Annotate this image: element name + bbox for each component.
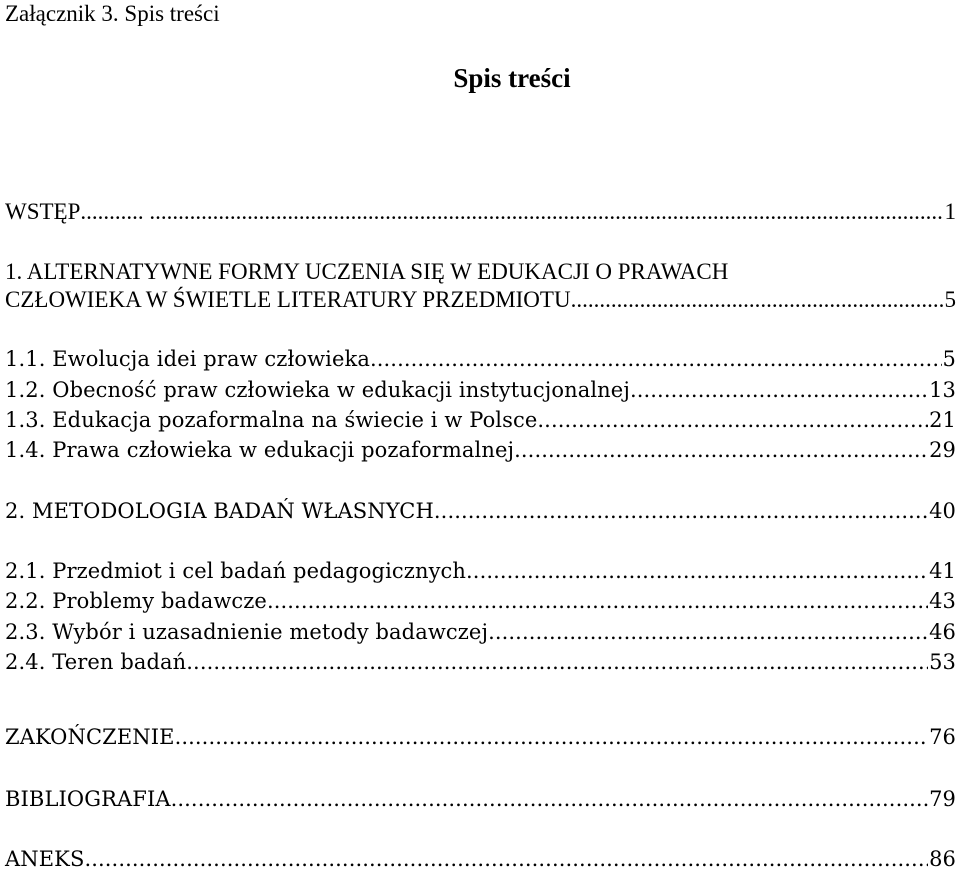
toc-entry-label: ANEKS [5,847,85,871]
toc-entry-label: 2.1. Przedmiot i cel badań pedagogicznych [5,559,467,583]
toc-entry-page: 79 [929,787,956,811]
toc-entry-dots-prefix: ........... [80,199,150,224]
toc-entry-2-2[interactable] [5,588,956,615]
toc-entry-page: 53 [929,650,956,674]
toc-leader-dots [514,437,928,464]
toc-entry-label: 1.3. Edukacja pozaformalna na świecie i w Polsce [5,408,538,432]
toc-chapter-1-line-1[interactable]: 1. ALTERNATYWNE FORMY UCZENIA SIĘ W EDUKACJI O PRAWACH [5,259,729,284]
toc-entry-page: 86 [929,847,956,871]
toc-entry-label: 1.2. Obecność praw człowieka w edukacji instytucjonalnej [5,378,630,402]
toc-leader-dots [537,407,928,434]
toc-entry-label: WSTĘP [5,199,81,224]
toc-entry-page: 21 [929,408,956,432]
toc-entry-wstep[interactable] [5,198,956,225]
toc-entry-label: 2. METODOLOGIA BADAŃ WŁASNYCH [5,499,434,523]
toc-entry-page: 40 [929,499,956,523]
toc-entry-label: BIBLIOGRAFIA [5,787,171,811]
toc-leader-dots [630,377,928,404]
toc-leader-dots [434,498,928,525]
toc-entry-page: 13 [929,378,956,402]
toc-leader-dots [186,649,928,676]
toc-entry-2-3[interactable] [5,619,956,646]
toc-entry-page: 43 [929,589,956,613]
toc-leader-dots [175,724,929,751]
toc-entry-page: 5 [942,347,956,371]
toc-entry-2-4[interactable] [5,649,956,676]
toc-entry-page: 46 [929,620,956,644]
toc-entry-1-3[interactable] [5,407,956,434]
toc-entry-1-2[interactable] [5,377,956,404]
toc-leader-dots [84,846,928,873]
toc-leader-dots [370,346,942,373]
toc-entry-page: 41 [929,559,956,583]
toc-entry-1-1[interactable] [5,346,956,373]
page-title: Spis treści [453,63,571,93]
toc-leader-dots [149,198,943,225]
toc-entry-page: 1 [944,199,956,224]
toc-leader-dots [488,619,928,646]
toc-entry-chapter-2[interactable] [5,498,956,525]
table-of-contents [5,0,956,874]
toc-entry-label: ZAKOŃCZENIE [5,725,175,749]
page-header: Załącznik 3. Spis treści [5,1,220,26]
toc-entry-label: 2.4. Teren badań [5,650,187,674]
toc-entry-label: 2.3. Wybór i uzasadnienie metody badawczej [5,620,489,644]
toc-leader-dots [171,786,928,813]
toc-entry-page: 29 [929,438,956,462]
toc-entry-1-4[interactable] [5,437,956,464]
toc-entry-label: 1.1. Ewolucja idei praw człowieka [5,347,370,371]
toc-entry-2-1[interactable] [5,558,956,585]
toc-entry-zakonczenie[interactable] [5,724,956,751]
toc-entry-aneks[interactable] [5,846,956,873]
toc-entry-label: 2.2. Problemy badawcze [5,589,267,613]
toc-entry-chapter-1[interactable] [5,286,956,313]
toc-entry-label: CZŁOWIEKA W ŚWIETLE LITERATURY PRZEDMIOTU [5,287,571,312]
toc-entry-page: 5 [944,287,956,312]
toc-entry-page: 76 [929,725,956,749]
toc-leader-dots [267,588,928,615]
toc-leader-dots [571,286,944,313]
toc-entry-bibliografia[interactable] [5,786,956,813]
toc-entry-label: 1.4. Prawa człowieka w edukacji pozaformalnej [5,438,515,462]
toc-leader-dots [466,558,928,585]
